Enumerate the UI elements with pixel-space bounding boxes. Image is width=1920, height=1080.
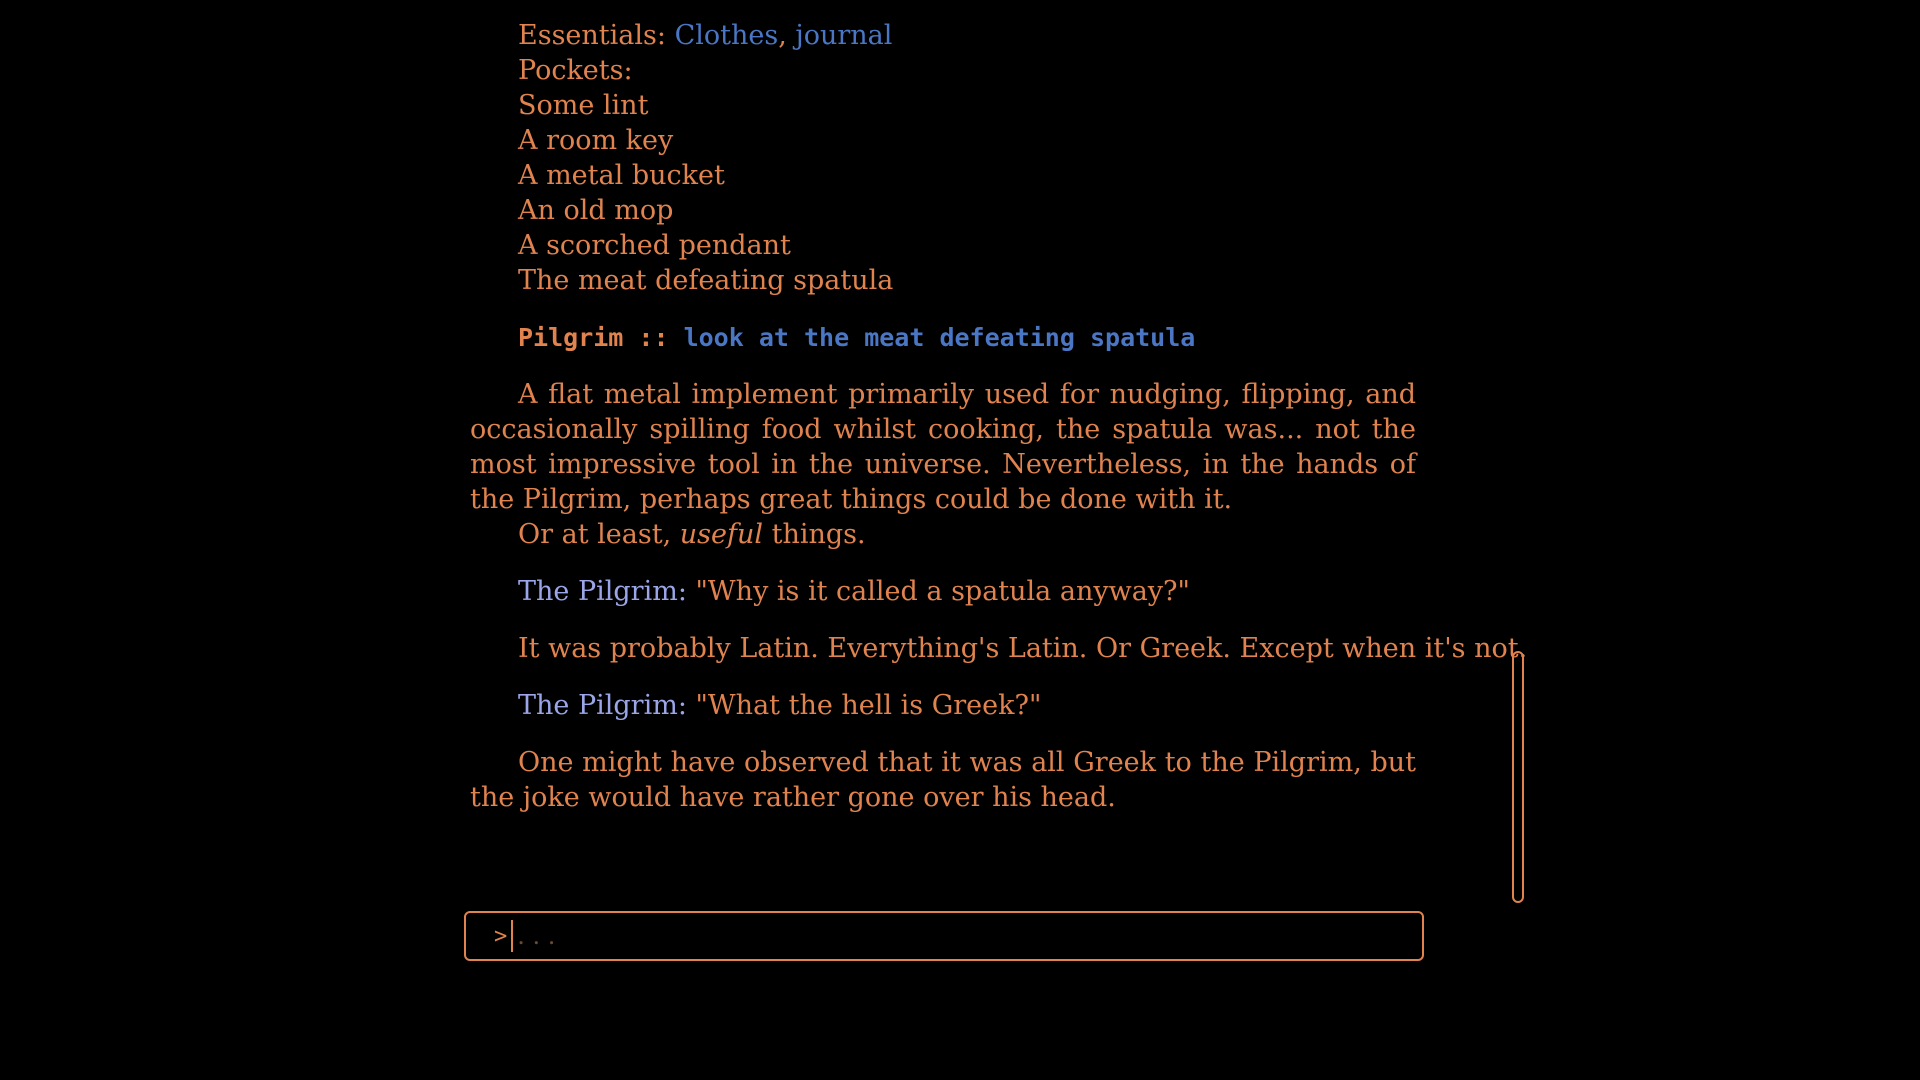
journal-link[interactable]: journal <box>795 20 893 51</box>
pocket-item: A room key <box>518 125 674 156</box>
command-actor: Pilgrim :: <box>518 323 669 352</box>
command-echo <box>470 320 1416 355</box>
dialog-text: "Why is it called a spatula anyway?" <box>695 576 1190 607</box>
prompt-caret: > <box>494 923 508 949</box>
command-input-box[interactable] <box>464 911 1424 961</box>
essentials-separator: , <box>778 20 787 51</box>
clothes-link[interactable]: Clothes <box>674 20 779 51</box>
essentials-label: Essentials: <box>518 20 666 51</box>
narration-response-1: It was probably Latin. Everything's Latin. Or Greek. Except when it's not. <box>518 633 1528 664</box>
game-transcript <box>470 18 1528 815</box>
pockets-label: Pockets: <box>518 55 633 86</box>
speaker-name: The Pilgrim: <box>518 690 687 721</box>
dialog-text: "What the hell is Greek?" <box>695 690 1042 721</box>
dialog-line-2 <box>470 688 1416 723</box>
aside-paragraph <box>470 517 1416 552</box>
narration-response-2: One might have observed that it was all Greek to the Pilgrim, but the joke would have rather gone over his head. <box>470 747 1416 813</box>
pocket-item: A scorched pendant <box>518 230 791 261</box>
spatula-description: A flat metal implement primarily used for nudging, flipping, and occasionally spilling food whilst cooking, the spatula was... not the most impressive tool in the universe. Nevertheless, in the hands of the Pilgrim, perhaps great things could be done with it. <box>470 379 1416 515</box>
dialog-line-1 <box>470 574 1416 609</box>
aside-italic: useful <box>679 519 763 550</box>
command-text: look at the meat defeating spatula <box>683 323 1196 352</box>
speaker-name: The Pilgrim: <box>518 576 687 607</box>
pocket-item: The meat defeating spatula <box>518 265 894 296</box>
pocket-item: Some lint <box>518 90 649 121</box>
pocket-item: An old mop <box>518 195 674 226</box>
essentials-line <box>470 18 1416 53</box>
command-input[interactable] <box>513 916 1397 956</box>
transcript-scrollbar[interactable] <box>1512 651 1524 903</box>
aside-after: things. <box>771 519 866 550</box>
aside-before: Or at least, <box>518 519 672 550</box>
pocket-item: A metal bucket <box>518 160 725 191</box>
